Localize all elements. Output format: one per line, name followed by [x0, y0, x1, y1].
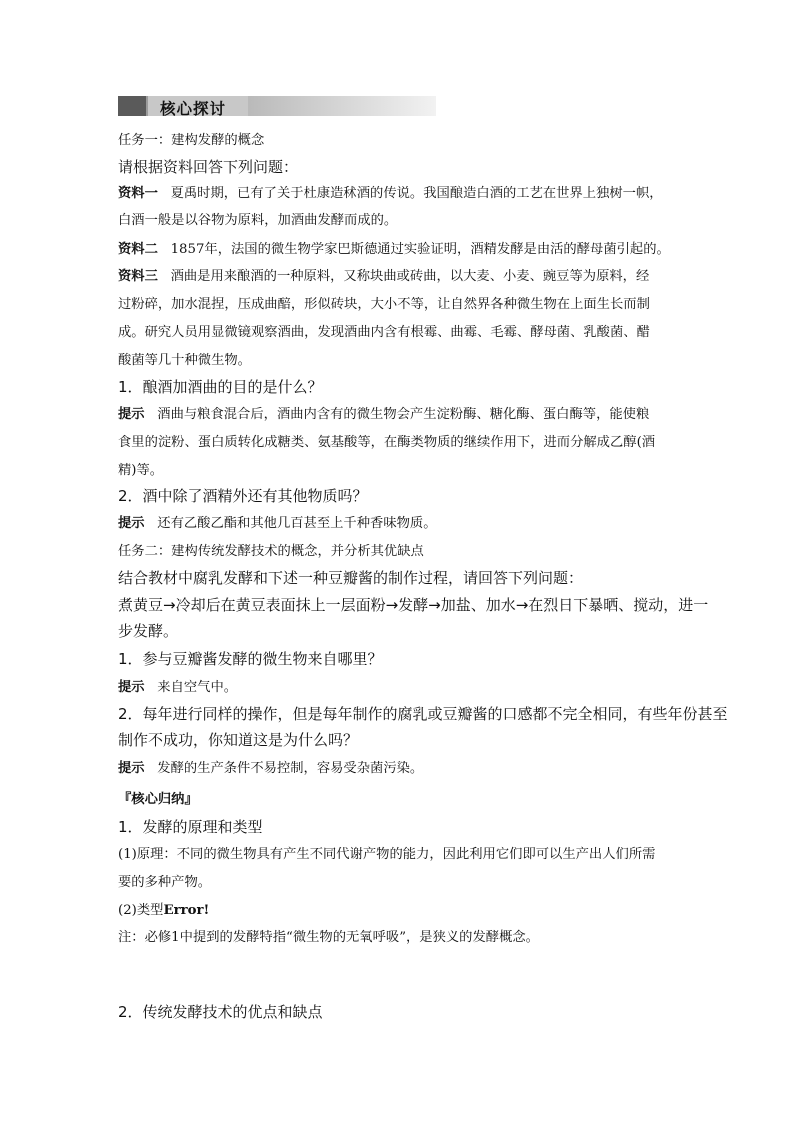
task1-question1: 1．酿酒加酒曲的目的是什么？ [118, 378, 323, 396]
task1-title: 任务一：建构发酵的概念 [118, 133, 265, 148]
answer-label: 提示 [118, 680, 145, 695]
material3-line3: 成。研究人员用显微镜观察酒曲，发现酒曲内含有根霉、曲霉、毛霉、酵母菌、乳酸菌、醋 [118, 325, 650, 340]
summary-note: 注：必修1中提到的发酵特指“微生物的无氧呼吸”，是狭义的发酵概念。 [118, 930, 539, 945]
summary-point2: 2．传统发酵技术的优点和缺点 [118, 1003, 323, 1021]
task2-process-line2: 步发酵。 [118, 622, 179, 640]
answer-label: 提示 [118, 516, 145, 531]
summary-principle-line2: 要的多种产物。 [118, 875, 212, 890]
material2-label: 资料二 [118, 242, 158, 257]
material3-line2: 过粉碎，加水混捏，压成曲醅，形似砖块，大小不等，让自然界各种微生物在上面生长而制 [118, 297, 650, 312]
summary-type-prefix: (2)类型 [118, 903, 164, 918]
material3-label: 资料三 [118, 269, 158, 284]
answer-label: 提示 [118, 407, 145, 422]
task1-answer1-line1 [118, 408, 678, 421]
task1-answer2-text-1: 还有乙酸乙酯和其他几百甚至上千种香味物质。 [157, 516, 437, 531]
task2-question2-line1: 2．每年进行同样的操作，但是每年制作的腐乳或豆瓣酱的口感都不完全相同，有些年份甚至 [118, 705, 728, 723]
task2-answer2-line1 [118, 762, 678, 775]
task2-title: 任务二：建构传统发酵技术的概念，并分析其优缺点 [118, 544, 424, 559]
task1-answer1-line2: 食里的淀粉、蛋白质转化成糖类、氨基酸等，在酶类物质的继续作用下，进而分解成乙醇(酒 [118, 435, 656, 450]
summary-heading: 『核心归纳』 [118, 792, 198, 807]
material3-line1 [118, 270, 678, 283]
task1-answer1-text-1: 酒曲与粮食混合后，酒曲内含有的微生物会产生淀粉酶、糖化酶、蛋白酶等，能使粮 [157, 407, 650, 422]
section-title: 核心探讨 [160, 100, 227, 118]
task1-answer1-line3: 精)等。 [118, 463, 164, 478]
task1-answer2-line1 [118, 517, 678, 530]
task2-question1: 1．参与豆瓣酱发酵的微生物来自哪里？ [118, 650, 383, 668]
material1-label: 资料一 [118, 186, 158, 201]
task1-intro: 请根据资料回答下列问题： [118, 158, 299, 176]
task2-answer2-text-1: 发酵的生产条件不易控制，容易受杂菌污染。 [157, 761, 424, 776]
task2-intro: 结合教材中腐乳发酵和下述一种豆瓣酱的制作过程，请回答下列问题： [118, 569, 584, 587]
task2-answer1-line1 [118, 681, 678, 694]
material1-line1 [118, 187, 678, 200]
material3-text-1: 酒曲是用来酿酒的一种原料，又称块曲或砖曲，以大麦、小麦、豌豆等为原料，经 [170, 269, 650, 284]
material2-text-1: 1857年，法国的微生物学家巴斯德通过实验证明，酒精发酵是由活的酵母菌引起的。 [170, 242, 670, 257]
material3-line4: 酸菌等几十种微生物。 [118, 353, 251, 368]
material1-line2: 白酒一般是以谷物为原料，加酒曲发酵而成的。 [118, 213, 398, 228]
summary-principle-line1: (1)原理：不同的微生物具有产生不同代谢产物的能力，因此利用它们即可以生产出人们所需 [118, 847, 656, 862]
material1-text-1: 夏禹时期，已有了关于杜康造秫酒的传说。我国酿造白酒的工艺在世界上独树一帜， [170, 186, 663, 201]
task2-answer1-text-1: 来自空气中。 [157, 680, 238, 695]
answer-label: 提示 [118, 761, 145, 776]
summary-type-error: Error! [163, 903, 210, 918]
task1-question2: 2．酒中除了酒精外还有其他物质吗？ [118, 487, 368, 505]
task2-question2-line2: 制作不成功，你知道这是为什么吗？ [118, 731, 359, 749]
summary-point1: 1．发酵的原理和类型 [118, 818, 263, 836]
task2-process-line1: 煮黄豆→冷却后在黄豆表面抹上一层面粉→发酵→加盐、加水→在烈日下暴晒、搅动，进一 [118, 596, 709, 614]
material2-line1 [118, 243, 678, 256]
summary-type-line [118, 904, 678, 917]
